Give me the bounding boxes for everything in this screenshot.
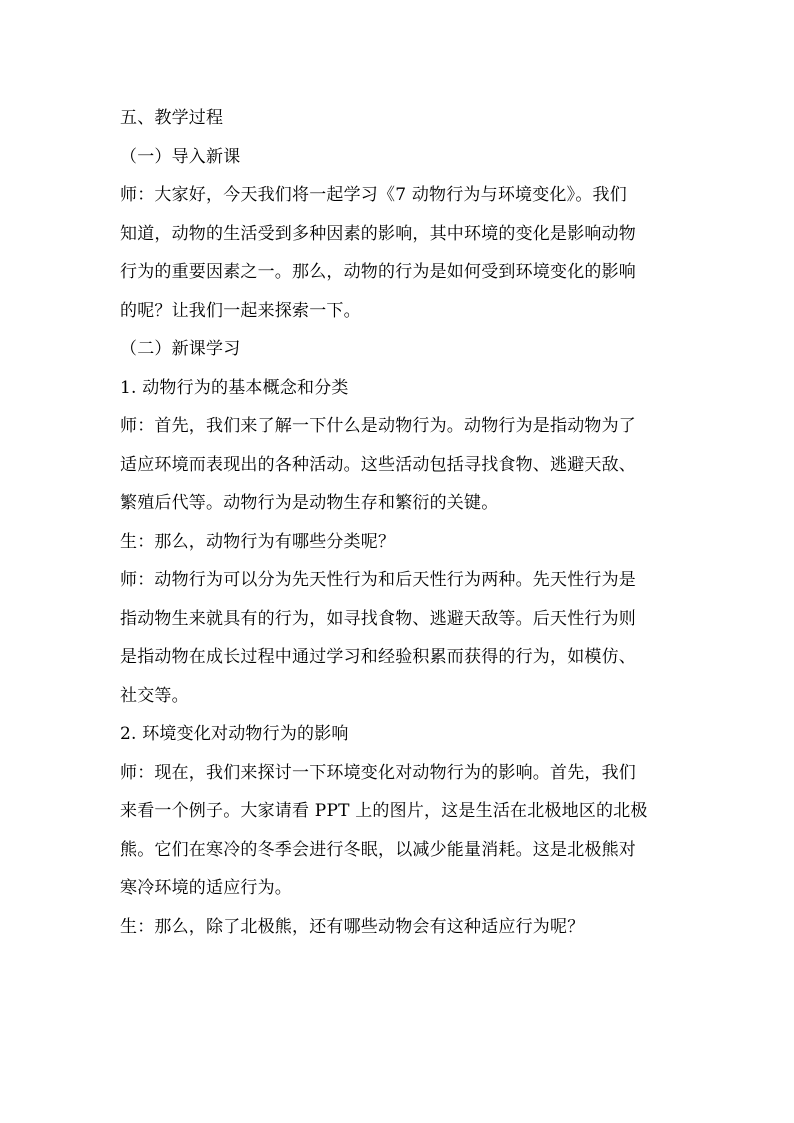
section-heading: 五、教学过程 xyxy=(120,108,224,128)
text-line: 是指动物在成长过程中通过学习和经验积累而获得的行为，如模仿、 xyxy=(120,647,636,667)
text-line: 寒冷环境的适应行为。 xyxy=(120,878,292,898)
text-line: 师：大家好，今天我们将一起学习《7 动物行为与环境变化》。我们 xyxy=(120,185,627,205)
document-body xyxy=(120,102,690,949)
text-line: 师：动物行为可以分为先天性行为和后天性行为两种。先天性行为是 xyxy=(120,570,636,590)
text-line: 来看一个例子。大家请看 PPT 上的图片，这是生活在北极地区的北极 xyxy=(120,801,648,821)
text-line: 指动物生来就具有的行为，如寻找食物、逃避天敌等。后天性行为则 xyxy=(120,608,636,629)
text-line: 师：现在，我们来探讨一下环境变化对动物行为的影响。首先，我们 xyxy=(120,762,636,783)
text-line: 生：那么，除了北极熊，还有哪些动物会有这种适应行为呢？ xyxy=(120,916,585,937)
text-line: 繁殖后代等。动物行为是动物生存和繁衍的关键。 xyxy=(120,493,499,513)
text-line: 生：那么，动物行为有哪些分类呢？ xyxy=(120,531,396,552)
subsection-heading: （一）导入新课 xyxy=(120,146,241,167)
subsection-heading: （二）新课学习 xyxy=(120,339,241,359)
text-line: 熊。它们在寒冷的冬季会进行冬眠，以减少能量消耗。这是北极熊对 xyxy=(120,839,636,860)
text-line: 知道，动物的生活受到多种因素的影响，其中环境的变化是影响动物 xyxy=(120,223,636,244)
text-line: 行为的重要因素之一。那么，动物的行为是如何受到环境变化的影响 xyxy=(120,262,636,282)
numbered-heading: 1. 动物行为的基本概念和分类 xyxy=(120,377,349,398)
numbered-heading: 2. 环境变化对动物行为的影响 xyxy=(120,724,349,744)
text-line: 的呢？让我们一起来探索一下。 xyxy=(120,300,361,321)
text-line: 师：首先，我们来了解一下什么是动物行为。动物行为是指动物为了 xyxy=(120,416,636,436)
text-line: 适应环境而表现出的各种活动。这些活动包括寻找食物、逃避天敌、 xyxy=(120,454,636,475)
text-line: 社交等。 xyxy=(120,685,189,706)
